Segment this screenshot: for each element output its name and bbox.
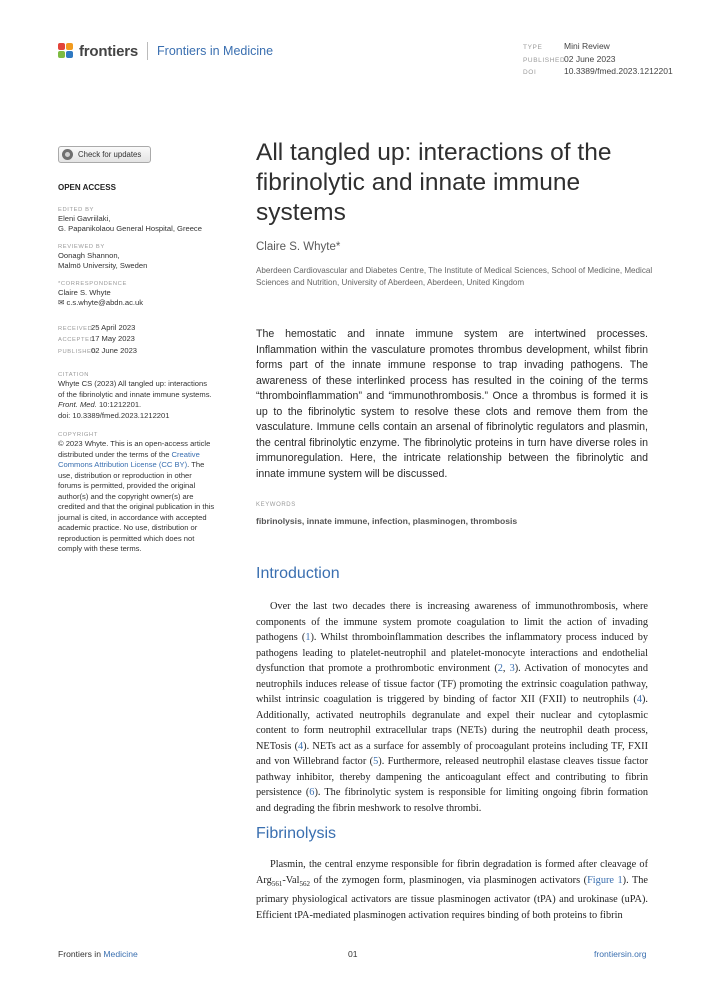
logo-divider bbox=[147, 42, 148, 60]
footer-journal[interactable]: Frontiers in Medicine bbox=[58, 949, 138, 959]
article-meta bbox=[523, 41, 673, 79]
dates-section: RECEIVED 25 April 2023 ACCEPTED 17 May 2023 PUBLISHED 02 June 2023 bbox=[58, 322, 138, 355]
copyright-section: COPYRIGHT © 2023 Whyte. This is an open-access article distributed under the terms of the Creative Commons Attribution License (CC BY). The use, distribution or reproduction in other forums is permitted, provided the original author(s) and the copyright owner(s) are credited and that the original publication in this journal is cited, in accordance with accepted academic practice. No use, distribution or reproduction is permitted which does not comply with these terms. bbox=[58, 432, 215, 553]
introduction-paragraph: Over the last two decades there is increasing awareness of immunothrombosis, where components of the immune system promote coagulation to limit the action of invading pathogens (1). Whilst thromboinflammation describes the inflammatory process induced by pathogens leading to platelet-neutrophil and platelet-monocyte interactions and endothelial dysfunction that promote a prothrombotic environment (2, 3). Activation of monocytes and neutrophils induces release of tissue factor (TF) promoting the extrinsic coagulation pathway, whilst intrinsic coagulation is triggered by binding of factor XII (FXII) to neutrophils (4). Additionally, activated neutrophils degranulate and expel their nuclear and cytoplasmic content to form neutrophil extracellular traps (NETs) during the neutrophil death process, NETosis (4). NETs act as a surface for assembly of procoagulant proteins including TF, FXII and von Willebrand factor (5). Furthermore, released neutrophil elastase cleaves tissue factor pathway inhibitor, thereby dampening the anticoagulant effect and contributing to fibrin persistence (6). The fibrinolytic system is responsible for limiting ongoing fibrin formation and degrading the fibrin meshwork to resolve thrombi. bbox=[256, 601, 648, 814]
correspondence-section: *CORRESPONDENCE Claire S. Whyte ✉ c.s.whyte@abdn.ac.uk bbox=[58, 280, 243, 309]
fibrinolysis-paragraph: Plasmin, the central enzyme responsible for fibrin degradation is formed after cleavage of Arg$_{561}$-Val$_{562}$ of the zymogen form, plasminogen, via plasminogen activators (Figure 1). The primary physiological activators are tissue plasminogen activator (tPA) and urokinase (uPA). Efficient tPA-mediated plasminogen activation requires binding of both proteins to fibrin bbox=[256, 859, 648, 921]
check-for-updates-button[interactable] bbox=[58, 146, 151, 163]
author-affiliation: Aberdeen Cardiovascular and Diabetes Centre, The Institute of Medical Sciences, School of Medicine, Medical Sciences and Nutrition, University of Aberdeen, Aberdeen, United Kingdom bbox=[256, 266, 653, 287]
publisher-logo[interactable] bbox=[58, 42, 273, 60]
article-sidebar bbox=[58, 183, 243, 563]
edited-by-section: EDITED BY Eleni Gavriilaki, G. Papanikolaou General Hospital, Greece bbox=[58, 206, 202, 233]
ref-link[interactable]: 4 bbox=[636, 694, 642, 705]
ref-link[interactable]: 1 bbox=[305, 632, 311, 643]
logo-text: frontiers bbox=[79, 42, 139, 60]
keywords-label: KEYWORDS bbox=[256, 502, 296, 508]
ref-link[interactable]: 3 bbox=[509, 663, 515, 674]
frontiers-logo-icon bbox=[58, 43, 74, 59]
license-link[interactable]: Creative bbox=[171, 449, 200, 459]
fibrinolysis-heading: Fibrinolysis bbox=[256, 825, 337, 842]
journal-name[interactable]: Frontiers in Medicine bbox=[157, 44, 274, 58]
envelope-icon: ✉ bbox=[58, 298, 67, 307]
article-title: All tangled up: interactions of the fibrinolytic and innate immune systems bbox=[256, 139, 612, 226]
ref-link[interactable]: 4 bbox=[298, 740, 304, 752]
introduction-heading: Introduction bbox=[256, 565, 340, 582]
open-access-label: OPEN ACCESS bbox=[58, 183, 116, 192]
keywords: fibrinolysis, innate immune, infection, plasminogen, thrombosis bbox=[256, 516, 518, 526]
meta-doi[interactable]: DOI 10.3389/fmed.2023.1212201 bbox=[523, 66, 673, 76]
crossmark-icon bbox=[62, 149, 73, 160]
correspondence-email[interactable]: ✉ c.s.whyte@abdn.ac.uk bbox=[58, 298, 143, 307]
check-updates-label: Check for updates bbox=[78, 150, 142, 159]
footer-site-link[interactable]: frontiersin.org bbox=[594, 949, 647, 959]
abstract-text: The hemostatic and innate immune system are intertwined processes. Inflammation within the vasculature promotes thrombus development, whilst fibrin forms part of the innate immune response to trap invading pathogens. The awareness of these interlinked process has resulted in the coining of the terms “thromboinflammation” and “immunothrombosis.” Once a thrombus is formed it is up to the fibrinolytic system to resolve these clots and remove them from the vasculature. Immune cells contain an arsenal of fibrinolytic regulators and plasmin, the central fibrinolytic enzyme. The fibrinolytic proteins in turn have diverse roles in immunoregulation. Here, the intricate relationship between the fibrinolytic and innate immune system will be discussed. bbox=[256, 328, 648, 480]
license-link-cont[interactable]: Commons Attribution License (CC BY) bbox=[58, 460, 188, 469]
page-number: 01 bbox=[348, 949, 358, 959]
figure-link[interactable]: Figure 1 bbox=[587, 874, 623, 886]
citation-section: CITATION Whyte CS (2023) All tangled up: interactions of the fibrinolytic and innate immune systems. Front. Med. 10:1212201. doi: 10.3389/fmed.2023.1212201 bbox=[58, 372, 212, 420]
reviewed-by-section: REVIEWED BY Oonagh Shannon, Malmö University, Sweden bbox=[58, 243, 148, 270]
ref-link[interactable]: 5 bbox=[373, 756, 379, 767]
ref-link[interactable]: 2 bbox=[497, 663, 503, 674]
author-name[interactable]: Claire S. Whyte* bbox=[256, 241, 341, 253]
meta-published: PUBLISHED 02 June 2023 bbox=[523, 53, 616, 64]
ref-link[interactable]: 6 bbox=[309, 787, 315, 798]
meta-type: TYPE Mini Review bbox=[523, 41, 610, 51]
